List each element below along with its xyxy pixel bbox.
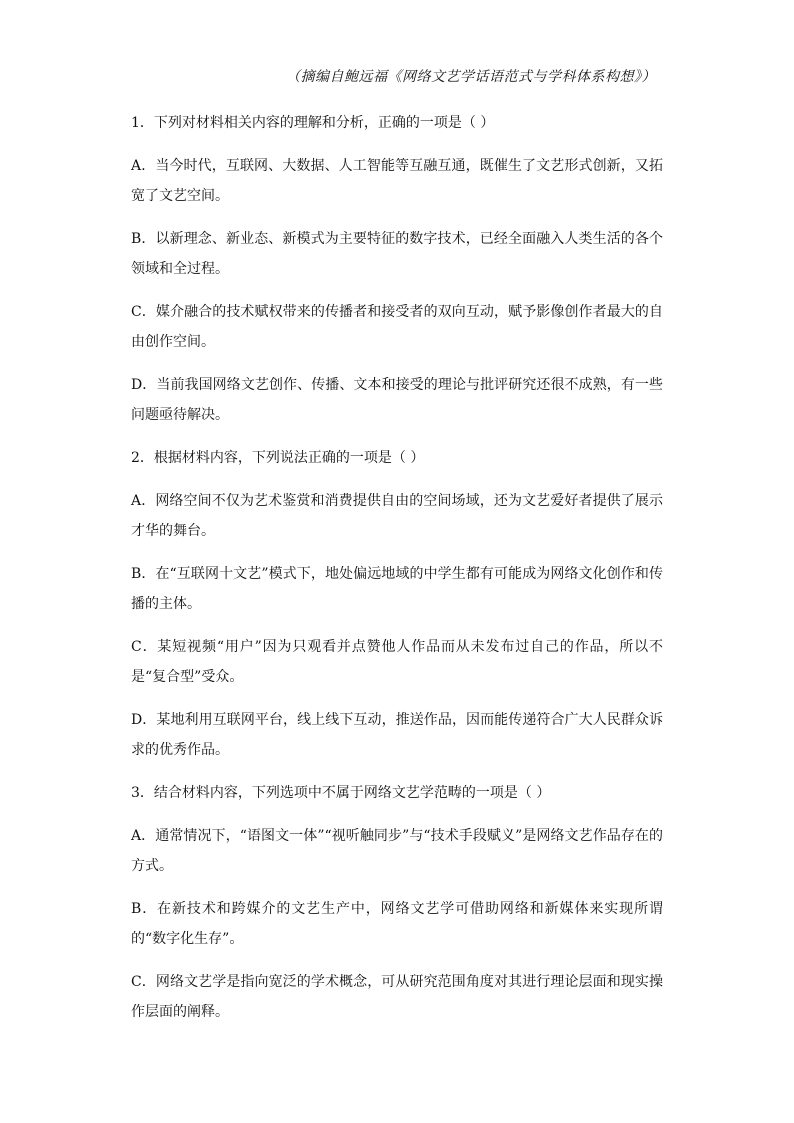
question-list [131,108,663,1040]
option-c: C．媒介融合的技术赋权带来的传播者和接受者的双向互动，赋予影像创作者最大的自由创作空间。 [131,304,663,350]
option-a: A．通常情况下，“语图文一体”“视听触同步”与“技术手段赋义”是网络文艺作品存在的方式。 [131,828,663,874]
option-c: C．网络文艺学是指向宽泛的学术概念，可从研究范围角度对其进行理论层面和现实操作层面的阐释。 [131,974,663,1020]
option-a: A．网络空间不仅为艺术鉴赏和消费提供自由的空间场域，还为文艺爱好者提供了展示才华的舞台。 [131,493,663,539]
question-3 [131,778,663,1027]
question-stem: 2．根据材料内容，下列说法正确的一项是（ ） [131,450,425,466]
question-stem: 1．下列对材料相关内容的理解和分析，正确的一项是（ ） [131,115,495,131]
option-c: C．某短视频“用户”因为只观看并点赞他人作品而从未发布过自己的作品，所以不是“复合型”受众。 [131,639,663,685]
question-stem: 3．结合材料内容，下列选项中不属于网络文艺学范畴的一项是（ ） [131,785,551,801]
option-d: D．某地利用互联网平台，线上线下互动，推送作品，因而能传递符合广大人民群众诉求的优秀作品。 [131,712,663,758]
option-d: D．当前我国网络文艺创作、传播、文本和接受的理论与批评研究还很不成熟，有一些问题亟待解决。 [131,377,663,423]
option-b: B．在“互联网十文艺”模式下，地处偏远地域的中学生都有可能成为网络文化创作和传播的主体。 [131,566,663,612]
question-1 [131,108,663,430]
option-b: B．在新技术和跨媒介的文艺生产中，网络文艺学可借助网络和新媒体来实现所谓的“数字化生存”。 [131,901,663,947]
source-citation: （摘编自鲍远福《网络文艺学话语范式与学科体系构想》） [286,69,656,85]
question-2 [131,443,663,765]
option-a: A．当今时代，互联网、大数据、人工智能等互融互通，既催生了文艺形式创新，又拓宽了文艺空间。 [131,158,663,204]
option-b: B．以新理念、新业态、新模式为主要特征的数字技术，已经全面融入人类生活的各个领域和全过程。 [131,231,663,277]
